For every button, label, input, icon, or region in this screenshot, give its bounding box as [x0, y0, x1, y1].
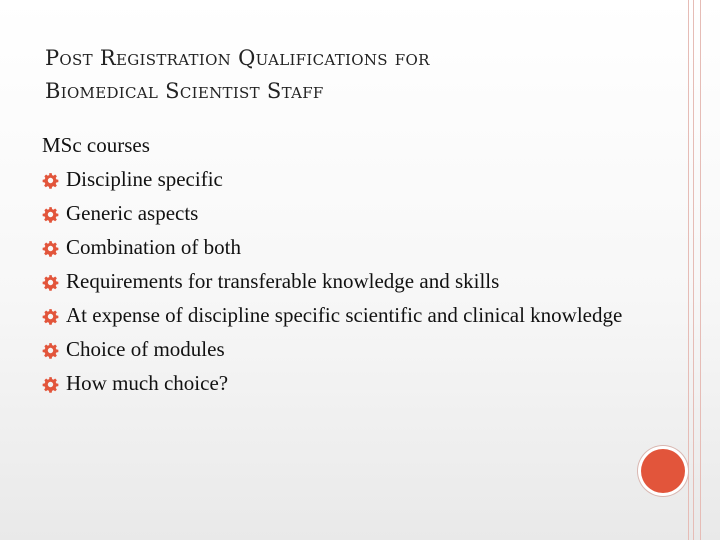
bullet-item [42, 301, 642, 330]
slide-title-line-2: Biomedical Scientist Staff [45, 79, 324, 103]
gear-icon [42, 240, 59, 257]
bullet-item [42, 165, 642, 194]
bullet-item [42, 233, 642, 262]
bullet-text: At expense of discipline specific scientific and clinical knowledge [66, 303, 623, 327]
bullet-text: Requirements for transferable knowledge and skills [66, 269, 500, 293]
circle-decoration [641, 449, 685, 493]
bullet-item [42, 267, 642, 296]
bullet-list [42, 165, 642, 398]
decorative-vertical-line [688, 0, 689, 540]
gear-icon [42, 172, 59, 189]
gear-icon [42, 274, 59, 291]
slide-body [42, 131, 642, 403]
bullet-text: Discipline specific [66, 167, 223, 191]
bullet-text: Choice of modules [66, 337, 225, 361]
bullet-item [42, 369, 642, 398]
slide-title [45, 42, 645, 108]
bullet-item [42, 335, 642, 364]
slide-title-line-1: Post Registration Qualifications for [45, 46, 430, 70]
bullet-text: Generic aspects [66, 201, 199, 225]
gear-icon [42, 342, 59, 359]
body-heading: MSc courses [42, 133, 150, 157]
gear-icon [42, 206, 59, 223]
gear-icon [42, 376, 59, 393]
decorative-vertical-line [700, 0, 701, 540]
decorative-vertical-line [693, 0, 694, 540]
gear-icon [42, 308, 59, 325]
bullet-text: How much choice? [66, 371, 229, 395]
bullet-item [42, 199, 642, 228]
bullet-text: Combination of both [66, 235, 241, 259]
